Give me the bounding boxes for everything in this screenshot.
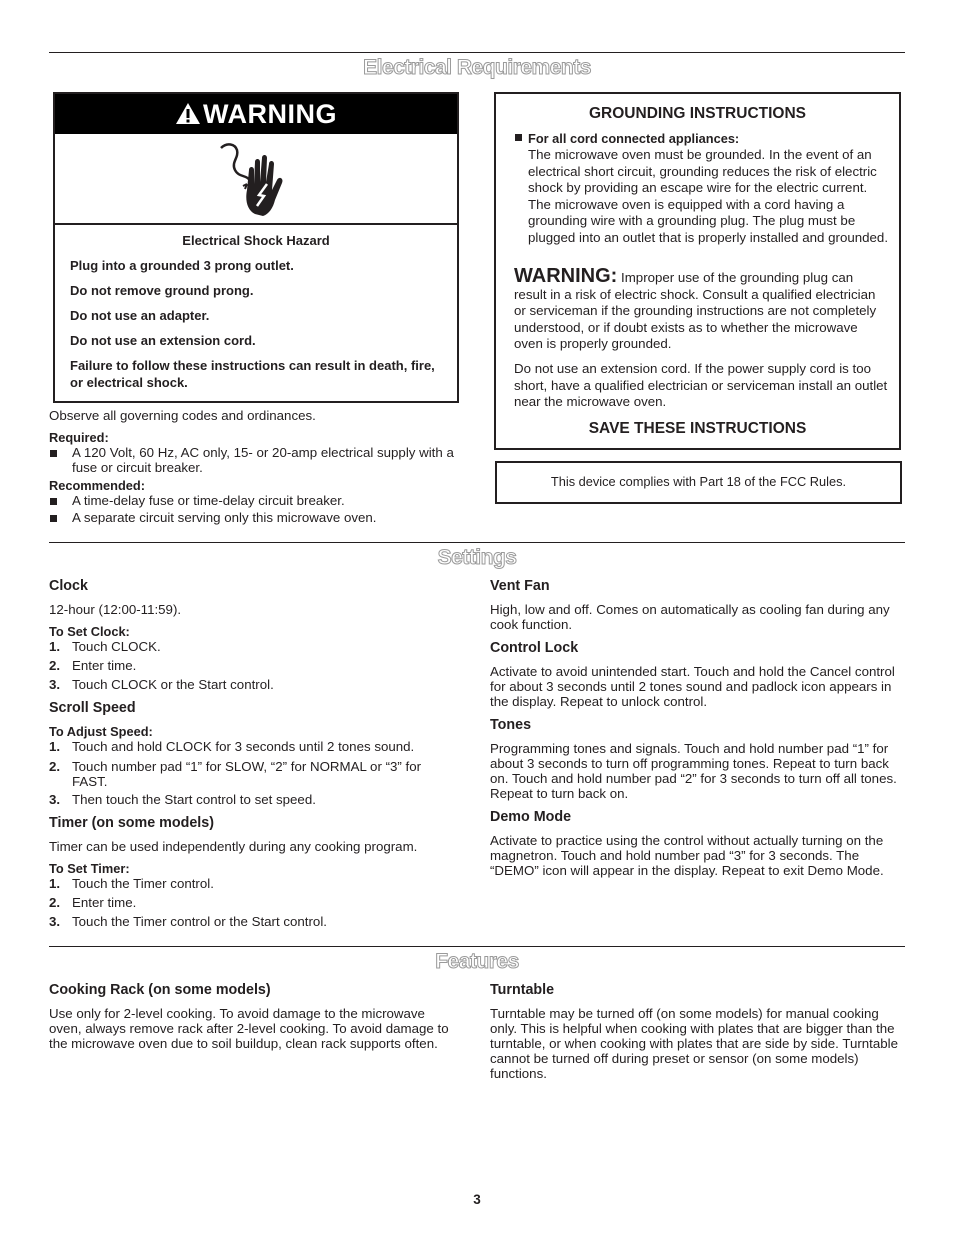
hazard-title: Electrical Shock Hazard (182, 233, 330, 248)
scroll-heading: Scroll Speed (49, 700, 136, 716)
recommended-label: Recommended: (49, 478, 145, 493)
warning-box (53, 92, 459, 403)
recommended-item: A separate circuit serving only this microwave oven. (72, 510, 377, 525)
step-number: 2. (49, 895, 61, 910)
bullet-square (50, 450, 57, 457)
cord-label: For all cord connected appliances: (528, 131, 740, 146)
rack-heading: Cooking Rack (on some models) (49, 982, 271, 998)
save-instructions: SAVE THESE INSTRUCTIONS (588, 420, 807, 437)
clock-step: Touch CLOCK. (72, 639, 161, 654)
required-item: A 120 Volt, 60 Hz, AC only, 15- or 20-amp electrical supply with a fuse or circuit breaker. (72, 445, 454, 475)
timer-step: Enter time. (72, 895, 137, 910)
tones-text: Programming tones and signals. Touch and hold number pad “1” for about 3 seconds to turn off programming tones. Repeat to turn back on. Touch and hold number pad “2” for 3 seconds to turn off all tones. Repeat to turn back on. (490, 741, 897, 801)
features-rule (49, 946, 905, 947)
step-number: 3. (49, 792, 61, 807)
demo-text: Activate to practice using the control without actually turning on the magnetron. Touch and hold number pad “3” for 3 seconds. The “DEMO” icon will appear in the display. Repeat to exit Demo Mode. (490, 833, 884, 878)
settings-title: Settings (437, 546, 517, 569)
step-number: 1. (49, 639, 61, 654)
demo-heading: Demo Mode (490, 809, 572, 825)
clock-step: Touch CLOCK or the Start control. (72, 677, 274, 692)
grounding-warning (514, 265, 889, 353)
fcc-text: This device complies with Part 18 of the FCC Rules. (550, 474, 847, 489)
page-number: 3 (473, 1192, 481, 1207)
warning-word: WARNING: (514, 265, 618, 287)
scroll-step: Touch number pad “1” for SLOW, “2” for NORMAL or “3” for FAST. (72, 759, 422, 789)
lock-text: Activate to avoid unintended start. Touch and hold the Cancel control for about 3 seconds until 2 tones sound and padlock icon appears in the display. Repeat to unlock control. (490, 664, 895, 709)
warning-line: Do not use an extension cord. (70, 333, 256, 348)
recommended-item: A time-delay fuse or time-delay circuit breaker. (72, 493, 345, 508)
warning-text: Improper use of the grounding plug can result in a risk of electric shock. Consult a qualified electrician or serviceman if the grounding instructions are not completely understood, or if doubt exists as to whether the microwave oven is properly grounded. (514, 270, 877, 351)
clock-sub: To Set Clock: (49, 624, 130, 639)
features-title: Features (435, 950, 519, 973)
step-number: 2. (49, 759, 61, 774)
warning-banner (55, 94, 457, 134)
timer-heading: Timer (on some models) (49, 815, 214, 831)
tones-heading: Tones (490, 717, 532, 733)
timer-step: Touch the Timer control or the Start control. (72, 914, 327, 929)
step-number: 1. (49, 739, 61, 754)
electric-shock-hand-icon (217, 140, 287, 220)
step-number: 1. (49, 876, 61, 891)
timer-sub: To Set Timer: (49, 861, 130, 876)
bullet-square (50, 515, 57, 522)
warning-line: Do not remove ground prong. (70, 283, 254, 298)
top-rule (49, 52, 905, 53)
timer-text: Timer can be used independently during any cooking program. (49, 839, 418, 854)
grounding-title: GROUNDING INSTRUCTIONS (589, 105, 806, 122)
warning-line: Plug into a grounded 3 prong outlet. (70, 258, 294, 273)
bullet-square (515, 134, 522, 141)
clock-text: 12-hour (12:00-11:59). (49, 602, 182, 617)
cord-text: The microwave oven must be grounded. In the event of an electrical short circuit, grounding reduces the risk of electric shock by providing an escape wire for the electric current. The microwave oven is equipped with a cord having a grounding wire with a grounding plug. The plug must be plugged into an outlet that is properly installed and grounded. (528, 147, 889, 245)
warning-line: Do not use an adapter. (70, 308, 210, 323)
lock-heading: Control Lock (490, 640, 579, 656)
turntable-heading: Turntable (490, 982, 555, 998)
step-number: 3. (49, 914, 61, 929)
vent-text: High, low and off. Comes on automatically as cooling fan during any cook function. (490, 602, 890, 632)
clock-step: Enter time. (72, 658, 137, 673)
required-label: Required: (49, 430, 109, 445)
grounding-box (494, 92, 901, 450)
settings-rule (49, 542, 905, 543)
vent-heading: Vent Fan (490, 578, 550, 594)
observe-text: Observe all governing codes and ordinances. (49, 408, 316, 423)
extension-text: Do not use an extension cord. If the power supply cord is too short, have a qualified electrician or serviceman install an outlet near the microwave oven. (514, 361, 888, 409)
warning-triangle-icon (175, 102, 201, 125)
step-number: 2. (49, 658, 61, 673)
rack-text: Use only for 2-level cooking. To avoid damage to the microwave oven, always remove rack after 2-level cooking. To avoid damage to the microwave oven due to soil buildup, clean rack supports often. (49, 1006, 449, 1051)
warning-banner-text: WARNING (203, 99, 337, 129)
scroll-step: Touch and hold CLOCK for 3 seconds until 2 tones sound. (72, 739, 415, 754)
turntable-text: Turntable may be turned off (on some models) for manual cooking only. This is helpful when cooking with plates that are bigger than the turntable, or when cooking with plates that are side by side. Turntable cannot be turned off during preset or sensor (on some models) functions. (490, 1006, 899, 1081)
electrical-requirements-title: Electrical Requirements (363, 56, 591, 79)
warning-line: Failure to follow these instructions can result in death, fire, or electrical shock. (70, 358, 435, 390)
scroll-step: Then touch the Start control to set speed. (72, 792, 316, 807)
bullet-square (50, 498, 57, 505)
scroll-sub: To Adjust Speed: (49, 724, 153, 739)
fcc-box (495, 461, 902, 504)
timer-step: Touch the Timer control. (72, 876, 214, 891)
shock-icon-area (55, 134, 457, 225)
step-number: 3. (49, 677, 61, 692)
clock-heading: Clock (49, 578, 88, 594)
